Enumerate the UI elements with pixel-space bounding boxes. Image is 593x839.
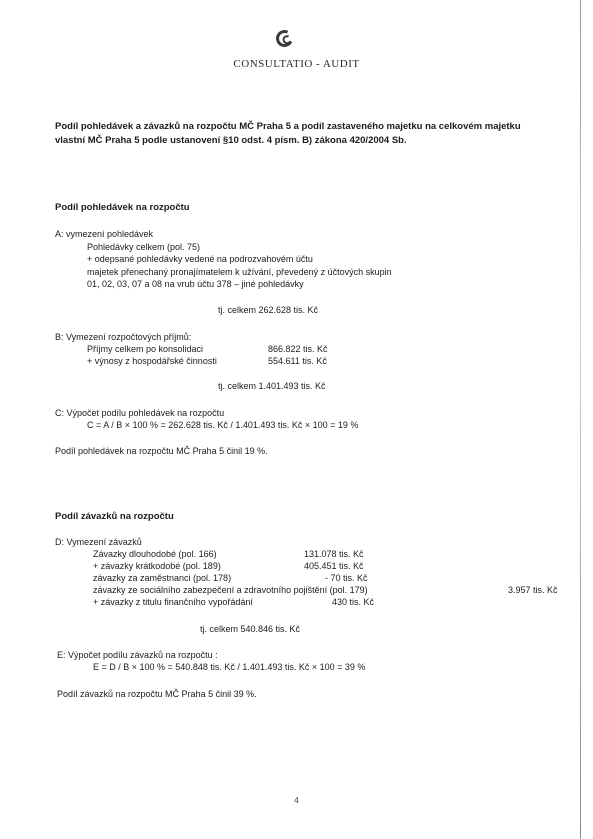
page-number: 4 bbox=[294, 796, 299, 805]
section-a-total: tj. celkem 262.628 tis. Kč bbox=[218, 305, 319, 315]
section-b-line-1-value: 866.822 tis. Kč bbox=[268, 344, 328, 354]
section-b-total: tj. celkem 1.401.493 tis. Kč bbox=[218, 381, 326, 391]
section-a-line-4: 01, 02, 03, 07 a 08 na vrub účtu 378 – jiné pohledávky bbox=[87, 279, 304, 289]
section-a-line-1: Pohledávky celkem (pol. 75) bbox=[87, 242, 201, 252]
liability-row-5-value: 430 tis. Kč bbox=[332, 597, 375, 607]
document-title: Podíl pohledávek a závazků na rozpočtu MČ Praha 5 a podíl zastaveného majetku na celkovém majetku vlastní MČ Praha 5 podle ustanovení §10 odst. 4 písm. B) zákona 420/2004 Sb. bbox=[55, 121, 521, 146]
liability-row-5-label: + závazky z titulu finančního vypořádání bbox=[93, 597, 253, 607]
section-e-label: E: Výpočet podílu závazků na rozpočtu : bbox=[57, 650, 218, 660]
scan-page-edge bbox=[580, 0, 581, 839]
liability-row-2-value: 405.451 tis. Kč bbox=[304, 561, 364, 571]
receivables-conclusion: Podíl pohledávek na rozpočtu MČ Praha 5 činil 19 %. bbox=[55, 446, 268, 456]
liabilities-conclusion: Podíl závazků na rozpočtu MČ Praha 5 činil 39 %. bbox=[57, 689, 257, 699]
section-d-total: tj. celkem 540.846 tis. Kč bbox=[200, 624, 301, 634]
liability-row-3-value: - 70 tis. Kč bbox=[325, 573, 368, 583]
liability-row-1-label: Závazky dlouhodobé (pol. 166) bbox=[93, 549, 217, 559]
liability-row-2-label: + závazky krátkodobé (pol. 189) bbox=[93, 561, 221, 571]
consultatio-c-logo-icon bbox=[274, 28, 296, 50]
section-b-line-2-label: + výnosy z hospodářské činnosti bbox=[87, 356, 217, 366]
liabilities-heading: Podíl závazků na rozpočtu bbox=[55, 511, 174, 522]
section-a-line-2: + odepsané pohledávky vedené na podrozvahovém účtu bbox=[87, 254, 313, 264]
receivables-heading: Podíl pohledávek na rozpočtu bbox=[55, 202, 190, 213]
section-a-label: A: vymezení pohledávek bbox=[55, 229, 154, 239]
section-b-line-1-label: Příjmy celkem po konsolidaci bbox=[87, 344, 204, 354]
section-c-formula: C = A / B × 100 % = 262.628 tis. Kč / 1.401.493 tis. Kč × 100 = 19 % bbox=[87, 420, 359, 430]
liability-row-4-value: 3.957 tis. Kč bbox=[508, 585, 558, 595]
section-d-label: D: Vymezení závazků bbox=[55, 537, 142, 547]
liability-row-3-label: závazky za zaměstnanci (pol. 178) bbox=[93, 573, 232, 583]
company-logo-text: CONSULTATIO - AUDIT bbox=[233, 58, 360, 70]
section-e-formula: E = D / B × 100 % = 540.848 tis. Kč / 1.401.493 tis. Kč × 100 = 39 % bbox=[93, 662, 366, 672]
liability-row-4-label: závazky ze sociálního zabezpečení a zdravotního pojištění (pol. 179) bbox=[93, 585, 368, 595]
liability-row-1-value: 131.078 tis. Kč bbox=[304, 549, 364, 559]
section-b-line-2-value: 554.611 tis. Kč bbox=[268, 356, 327, 366]
section-c-label: C: Výpočet podílu pohledávek na rozpočtu bbox=[55, 408, 225, 418]
section-b-label: B: Vymezení rozpočtových příjmů: bbox=[55, 332, 192, 342]
section-a-line-3: majetek přenechaný pronajímatelem k užívání, převedený z účtových skupin bbox=[87, 267, 392, 277]
